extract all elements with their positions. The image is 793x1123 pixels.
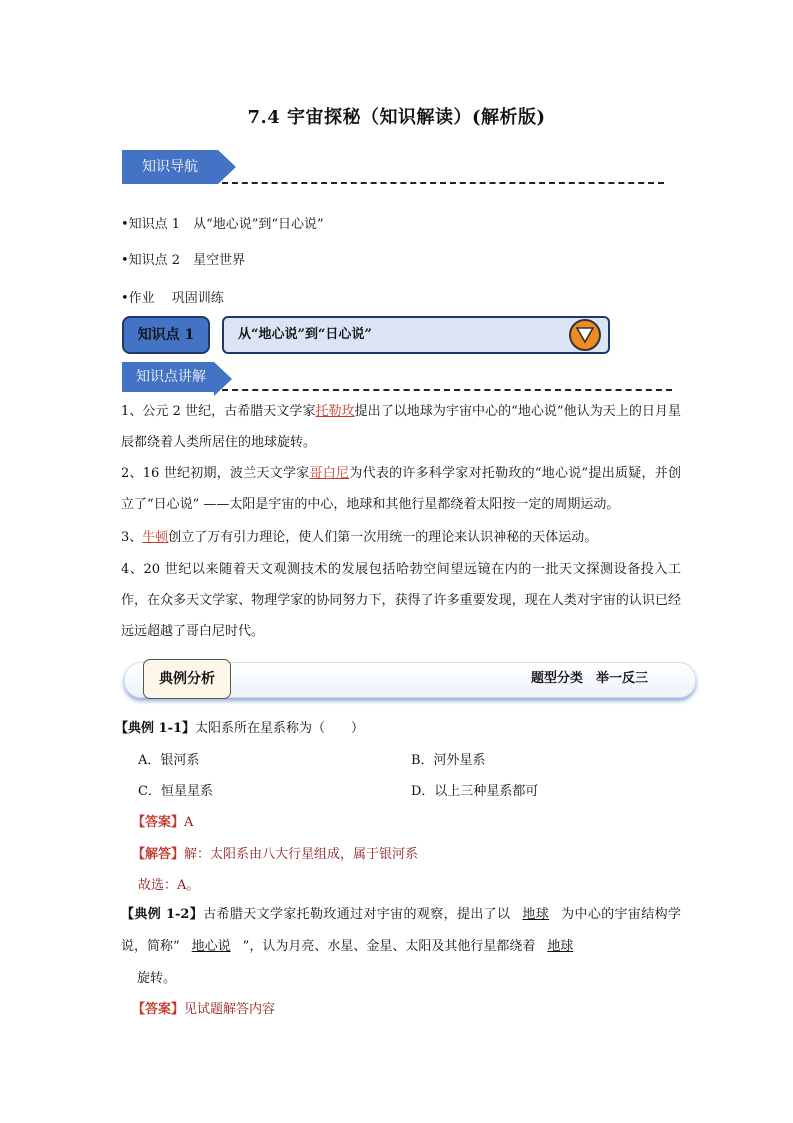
dashed-divider: [222, 389, 672, 391]
knowledge-point-label: 知识点 1: [122, 316, 210, 354]
dashed-divider: [222, 182, 664, 184]
page-title: 7.4 宇宙探秘（知识解读）(解析版): [247, 107, 546, 128]
explain-paragraph-3: 3、牛顿创立了万有引力理论，使人们第一次用统一的理论来认识神秘的天体运动。: [121, 530, 598, 545]
section-tag-knowledge-nav: 知识导航: [122, 150, 218, 184]
example-subtitle: 题型分类 举一反三: [531, 671, 649, 686]
explain-paragraph-2: 2、16 世纪初期，波兰天文学家哥白尼为代表的许多科学家对托勒玫的“地心说”提出质疑，并创立了“日心说” ——太阳是宇宙的中心，地球和其他行星都绕着太阳按一定的周期运动。: [121, 466, 681, 512]
solution-1: 【解答】解：太阳系由八大行星组成，属于银河系: [132, 847, 419, 862]
explain-paragraph-1: 1、公元 2 世纪，古希腊天文学家托勒玫提出了以地球为宇宙中心的“地心说”他认为天上的日月星辰都绕着人类所居住的地球旋转。: [121, 404, 681, 450]
toc-item-3: •作业 巩固训练: [121, 291, 224, 306]
option-d: D．以上三种星系都可: [411, 784, 539, 799]
option-c: C．恒星星系: [138, 784, 213, 799]
knowledge-point-title: 从“地心说”到“日心说”: [222, 316, 610, 354]
question-1: 【典例 1-1】太阳系所在星系称为（ ）: [115, 721, 365, 736]
explain-paragraph-4: 4、20 世纪以来随着天文观测技术的发展包括哈勃空间望远镜在内的一批天文探测设备投入工作，在众多天文学家、物理学家的协同努力下，获得了许多重要发现，现在人类对宇宙的认识已经远远超越了哥白尼时代。: [121, 562, 681, 639]
option-b: B．河外星系: [411, 753, 486, 768]
answer-1: 【答案】A: [132, 815, 194, 830]
answer-2: 【答案】见试题解答内容: [132, 1002, 276, 1017]
section-tag-explain: 知识点讲解: [122, 362, 214, 392]
toc-item-2: •知识点 2 星空世界: [121, 253, 246, 268]
example-tag: 典例分析: [143, 659, 231, 699]
triangle-down-icon: [569, 319, 601, 351]
option-a: A．银河系: [138, 753, 200, 768]
toc-item-1: •知识点 1 从“地心说”到“日心说”: [121, 217, 324, 232]
question-2: 【典例 1-2】古希腊天文学家托勒玫通过对宇宙的观察，提出了以 地球 为中心的宇宙结构学说，简称“ 地心说 ”，认为月亮、水星、金星、太阳及其他行星都绕着 地球 旋转。: [121, 907, 681, 986]
choice-1: 故选：A。: [138, 878, 200, 893]
